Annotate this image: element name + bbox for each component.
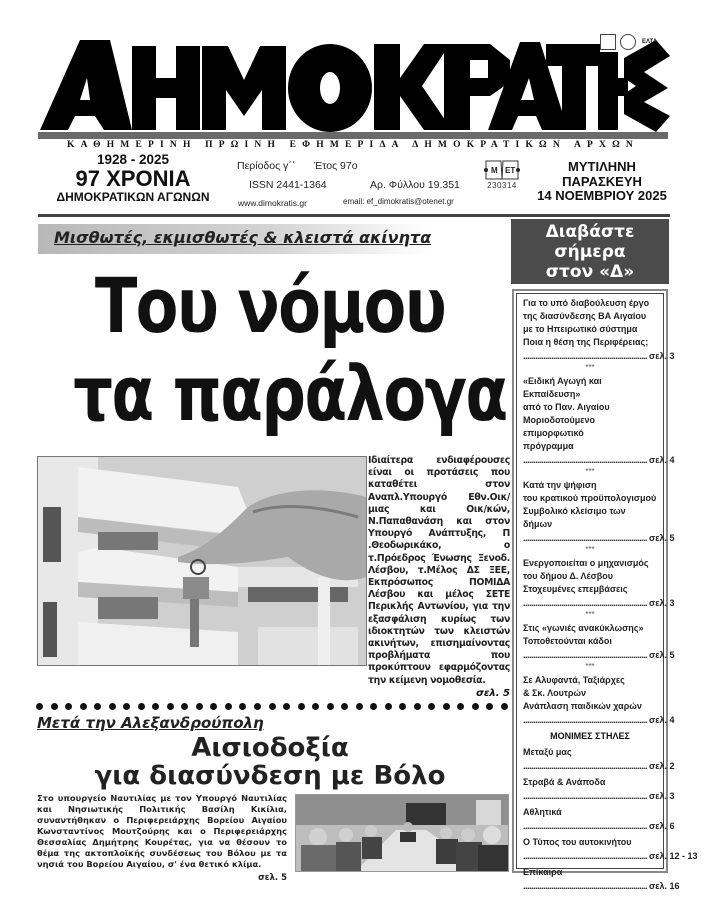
divider-dot: [414, 703, 421, 710]
second-headline[interactable]: [30, 734, 510, 790]
page-ref-row[interactable]: [523, 849, 698, 863]
lead-kicker[interactable]: Μισθωτές, εκμισθωτές & κλειστά ακίνητα: [54, 228, 432, 247]
permanent-column-item[interactable]: [523, 746, 675, 773]
sidebar-item-line: του δήμου Δ. Λέσβου: [523, 571, 613, 581]
permanent-columns-title: ΜΟΝΙΜΕΣ ΣΤΗΛΕΣ: [550, 731, 630, 741]
sidebar-header-line2: σήμερα: [554, 242, 626, 262]
masthead-rule: [38, 132, 668, 139]
divider-dot: [472, 703, 479, 710]
sidebar-item[interactable]: [523, 557, 675, 610]
page-number: σελ. 4: [649, 715, 675, 725]
met-right: ΕΤ: [505, 166, 516, 175]
page-ref-row[interactable]: [523, 453, 675, 467]
page-number: σελ. 3: [649, 598, 675, 608]
divider-dot: [428, 703, 435, 710]
weekday: ΠΑΡΑΣΚΕΥΗ: [562, 173, 642, 189]
sidebar-item-line: Στις «γωνιές ανακύκλωσης»: [523, 623, 644, 633]
page-ref-row[interactable]: [523, 531, 675, 545]
divider-dot: [36, 703, 43, 710]
leader-dots: ..............................................................: [523, 533, 648, 543]
sidebar-header-line3: στον «Δ»: [545, 262, 635, 282]
sidebar-item-line: Μοριοδοτούμενο επιμορφωτικό: [523, 415, 596, 438]
separator-stars: ***: [585, 545, 595, 554]
sidebar-item-line: Για το υπό διαβούλευση έργο: [523, 298, 650, 308]
divider-dot: [501, 703, 508, 710]
divider-dot: [370, 703, 377, 710]
permanent-column-label: Ο Τύπος του αυτοκινήτου: [523, 837, 632, 847]
issue-number: Αρ. Φύλλου 19.351: [370, 179, 460, 191]
separator-stars: ***: [585, 467, 595, 476]
page-number: σελ. 5: [649, 533, 675, 543]
sidebar-item-line: Στοχευμένες επεμβάσεις: [523, 584, 628, 594]
divider-dot: [94, 703, 101, 710]
sidebar-item[interactable]: [523, 479, 675, 545]
sidebar-item-line: Σε Αλυφαντά, Ταξιάρχες: [523, 675, 625, 685]
sidebar-item-line: «Ειδική Αγωγή και Εκπαίδευση»: [523, 376, 602, 399]
sidebar-item-line: Τοποθετούνται κάδοι: [523, 636, 612, 646]
sidebar-contents: [516, 293, 698, 891]
divider-dot: [65, 703, 72, 710]
permanent-column-item[interactable]: [523, 776, 675, 803]
anniversary-block: [38, 152, 228, 205]
header-divider: [38, 214, 670, 217]
divider-dot: [457, 703, 464, 710]
divider-dot: [327, 703, 334, 710]
met-book-icon: [483, 160, 521, 180]
page-ref-row[interactable]: [523, 349, 675, 363]
page-number: σελ. 5: [649, 650, 675, 660]
lead-headline[interactable]: [73, 261, 507, 438]
leader-dots: ..............................................................: [523, 715, 648, 725]
second-headline-line2: για διασύνδεση με Βόλο: [94, 761, 446, 791]
page-ref-row[interactable]: [523, 879, 680, 893]
page-ref-row[interactable]: [523, 648, 675, 662]
divider-dot: [152, 703, 159, 710]
issue-date: 14 ΝΟΕΜΒΡΙΟΥ 2025: [537, 188, 667, 203]
sidebar-item-line: Ενεργοποιείται ο μηχανισμός: [523, 558, 649, 568]
divider-dot: [181, 703, 188, 710]
divider-dot: [239, 703, 246, 710]
divider-dot: [51, 703, 58, 710]
page-number: σελ. 12 - 13: [649, 851, 698, 861]
divider-dot: [123, 703, 130, 710]
divider-dot: [210, 703, 217, 710]
lead-body: Ιδιαίτερα ενδιαφέρουσες είναι οι προτάσεις που καταθέτει στον Αναπλ.Υπουργό Εθν.Οικ/μιας και Οικ/κών, Ν.Παπαθανάση και στον Υπουργό Ανάπτυξης, Π .Θεοδωρικάκο, ο τ.Πρόεδρος Ένωσης Ξενοδ. Λέσβου, τ.Μέλος ΔΣ ΞΕΕ, Εκπρόσωπος ΠΟΜΙΔΑ Λέσβου και μέλος ΣΕΤΕ Περικλής Αντωνίου, για την εξασφάλιση κυρίως των ιδιοκτητών των κλειστών ακινήτων, επισημαίνοντας προβλήματα που προκύπτουν εφαρμόζοντας την κείμενη νομοθεσία.: [368, 455, 510, 686]
divider-dot: [443, 703, 450, 710]
lead-page-ref[interactable]: σελ. 5: [476, 687, 510, 699]
leader-dots: ..............................................................: [523, 598, 648, 608]
leader-dots: ..............................................................: [523, 351, 648, 361]
sidebar-item-line: & Σκ. Λουτρών: [523, 688, 587, 698]
divider-dot: [486, 703, 493, 710]
divider-dot: [254, 703, 261, 710]
second-kicker[interactable]: Μετά την Αλεξανδρούπολη: [37, 714, 264, 732]
sidebar-item[interactable]: [523, 297, 675, 363]
permanent-column-item[interactable]: [523, 806, 675, 833]
separator-stars: ***: [585, 610, 595, 619]
sidebar-header: [511, 219, 669, 284]
page-ref-row[interactable]: [523, 759, 675, 773]
sidebar-item-line: της διασύνδεσης ΒΑ Αιγαίου: [523, 311, 647, 321]
permanent-column-label: Στραβά & Ανάποδα: [523, 777, 606, 787]
period: Περίοδος γ΄΄: [237, 160, 296, 172]
divider-dot: [356, 703, 363, 710]
divider-dot: [385, 703, 392, 710]
year-of-publication: Έτος 97ο: [314, 160, 358, 172]
page-number: σελ. 16: [649, 881, 680, 891]
sidebar-item-line: Ποια η θέση της Περιφέρειας;: [523, 337, 649, 347]
divider-dot: [399, 703, 406, 710]
sidebar-item-line: Ανάπλαση παιδικών χαρών: [523, 701, 642, 711]
page-number: σελ. 4: [649, 455, 675, 465]
second-headline-line1: Αισιοδοξία: [191, 733, 349, 763]
years-count: 97 ΧΡΟΝΙΑ: [75, 166, 191, 191]
union-seal-logo: [620, 34, 636, 50]
second-text-column: [37, 793, 287, 884]
page-number: σελ. 6: [649, 821, 675, 831]
sidebar-item-line: Συμβολικό κλείσιμο των δήμων: [523, 506, 626, 529]
divider-dot: [109, 703, 116, 710]
lead-photo-keys-building: [37, 456, 367, 666]
separator-stars: ***: [585, 363, 595, 372]
divider-dot: [167, 703, 174, 710]
leader-dots: ..............................................................: [523, 455, 648, 465]
leader-dots: ..............................................................: [523, 821, 648, 831]
masthead-logo: [40, 38, 670, 133]
divider-dot: [196, 703, 203, 710]
divider-dot: [269, 703, 276, 710]
sidebar-item[interactable]: [523, 375, 675, 467]
page-ref-row[interactable]: [523, 789, 675, 803]
met-code: 230314: [487, 181, 517, 190]
permanent-column-item[interactable]: [523, 836, 698, 863]
leader-dots: ..............................................................: [523, 650, 648, 660]
sidebar-header-line1: Διαβάστε: [545, 222, 635, 242]
divider-dot: [298, 703, 305, 710]
page-ref-row[interactable]: [523, 713, 675, 727]
dotted-divider: [36, 703, 508, 711]
sidebar-item-line: Κατά την ψήφιση: [523, 480, 597, 490]
sidebar-item-line: πρόγραμμα: [523, 441, 574, 451]
divider-dot: [80, 703, 87, 710]
second-page-ref[interactable]: σελ. 5: [258, 873, 287, 883]
separator-stars: ***: [585, 662, 595, 671]
divider-dot: [341, 703, 348, 710]
email-link[interactable]: email: ef_dimokratis@otenet.gr: [343, 197, 454, 206]
dateline: [527, 160, 677, 204]
page-ref-row[interactable]: [523, 596, 675, 610]
sidebar-item-line: με το Ηπειρωτικό σύστημα: [523, 324, 638, 334]
lead-headline-line2: τα παράλογα: [73, 349, 507, 438]
years-subtitle: ΔΗΜΟΚΡΑΤΙΚΩΝ ΑΓΩΝΩΝ: [56, 190, 210, 204]
page-number: σελ. 3: [649, 791, 675, 801]
divider-dot: [225, 703, 232, 710]
meeting-photo: [295, 794, 509, 872]
permanent-column-label: Μεταξύ μας: [523, 747, 572, 757]
lead-text-column: [368, 455, 510, 700]
partner-logos: [600, 33, 690, 51]
page-number: σελ. 3: [649, 351, 675, 361]
tagline: ΚΑΘΗΜΕΡΙΝΗ ΠΡΩΙΝΗ ΕΦΗΜΕΡΙΔΑ ΔΗΜΟΚΡΑΤΙΚΩΝ ΑΡΧΩΝ: [67, 140, 639, 150]
elta-logo: ΕΛΤΑ: [642, 39, 658, 45]
leader-dots: ..............................................................: [523, 881, 648, 891]
sidebar-item-line: από το Παν. Αιγαίου: [523, 402, 610, 412]
met-left: Μ: [491, 166, 498, 175]
leader-dots: ..............................................................: [523, 791, 648, 801]
sidebar-item-line: του κρατικού προϋπολογισμού: [523, 493, 657, 503]
years-range: 1928 - 2025: [96, 152, 170, 167]
divider-dot: [138, 703, 145, 710]
divider-dot: [312, 703, 319, 710]
leader-dots: ..............................................................: [523, 851, 648, 861]
permanent-column-label: Επίκαιρα: [523, 867, 563, 877]
publisher-seal-logo: [600, 34, 616, 50]
lead-headline-line1: Του νόμου: [94, 261, 446, 350]
website-link[interactable]: www.dimokratis.gr: [238, 198, 307, 208]
sidebar-item[interactable]: [523, 674, 675, 727]
permanent-column-item[interactable]: [523, 866, 680, 893]
issn: ISSN 2441-1364: [249, 179, 327, 191]
leader-dots: ..............................................................: [523, 761, 648, 771]
second-body: Στο υπουργείο Ναυτιλίας με τον Υπουργό Ναυτιλίας και Νησιωτικής Πολιτικής Βασίλη Κικίλια, συναντήθηκαν ο Περιφερειάρχης Βορείου Αιγαίου Κωνσταντίνος Μουτζούρης και ο Περιφερειάρχης Θεσσαλίας Δημήτρης Κουρέτας, για να θέσουν το θέμα της ακτοπλοϊκής συνδέσεως του Βόλου με τα νησιά του Βορείου Αιγαίου, σ' ένα θετικό κλίμα.: [37, 793, 287, 869]
page-number: σελ. 2: [649, 761, 675, 771]
city: ΜΥΤΙΛΗΝΗ: [568, 159, 636, 174]
page-ref-row[interactable]: [523, 819, 675, 833]
permanent-column-label: Αθλητικά: [523, 807, 562, 817]
divider-dot: [283, 703, 290, 710]
sidebar-item[interactable]: [523, 622, 675, 662]
